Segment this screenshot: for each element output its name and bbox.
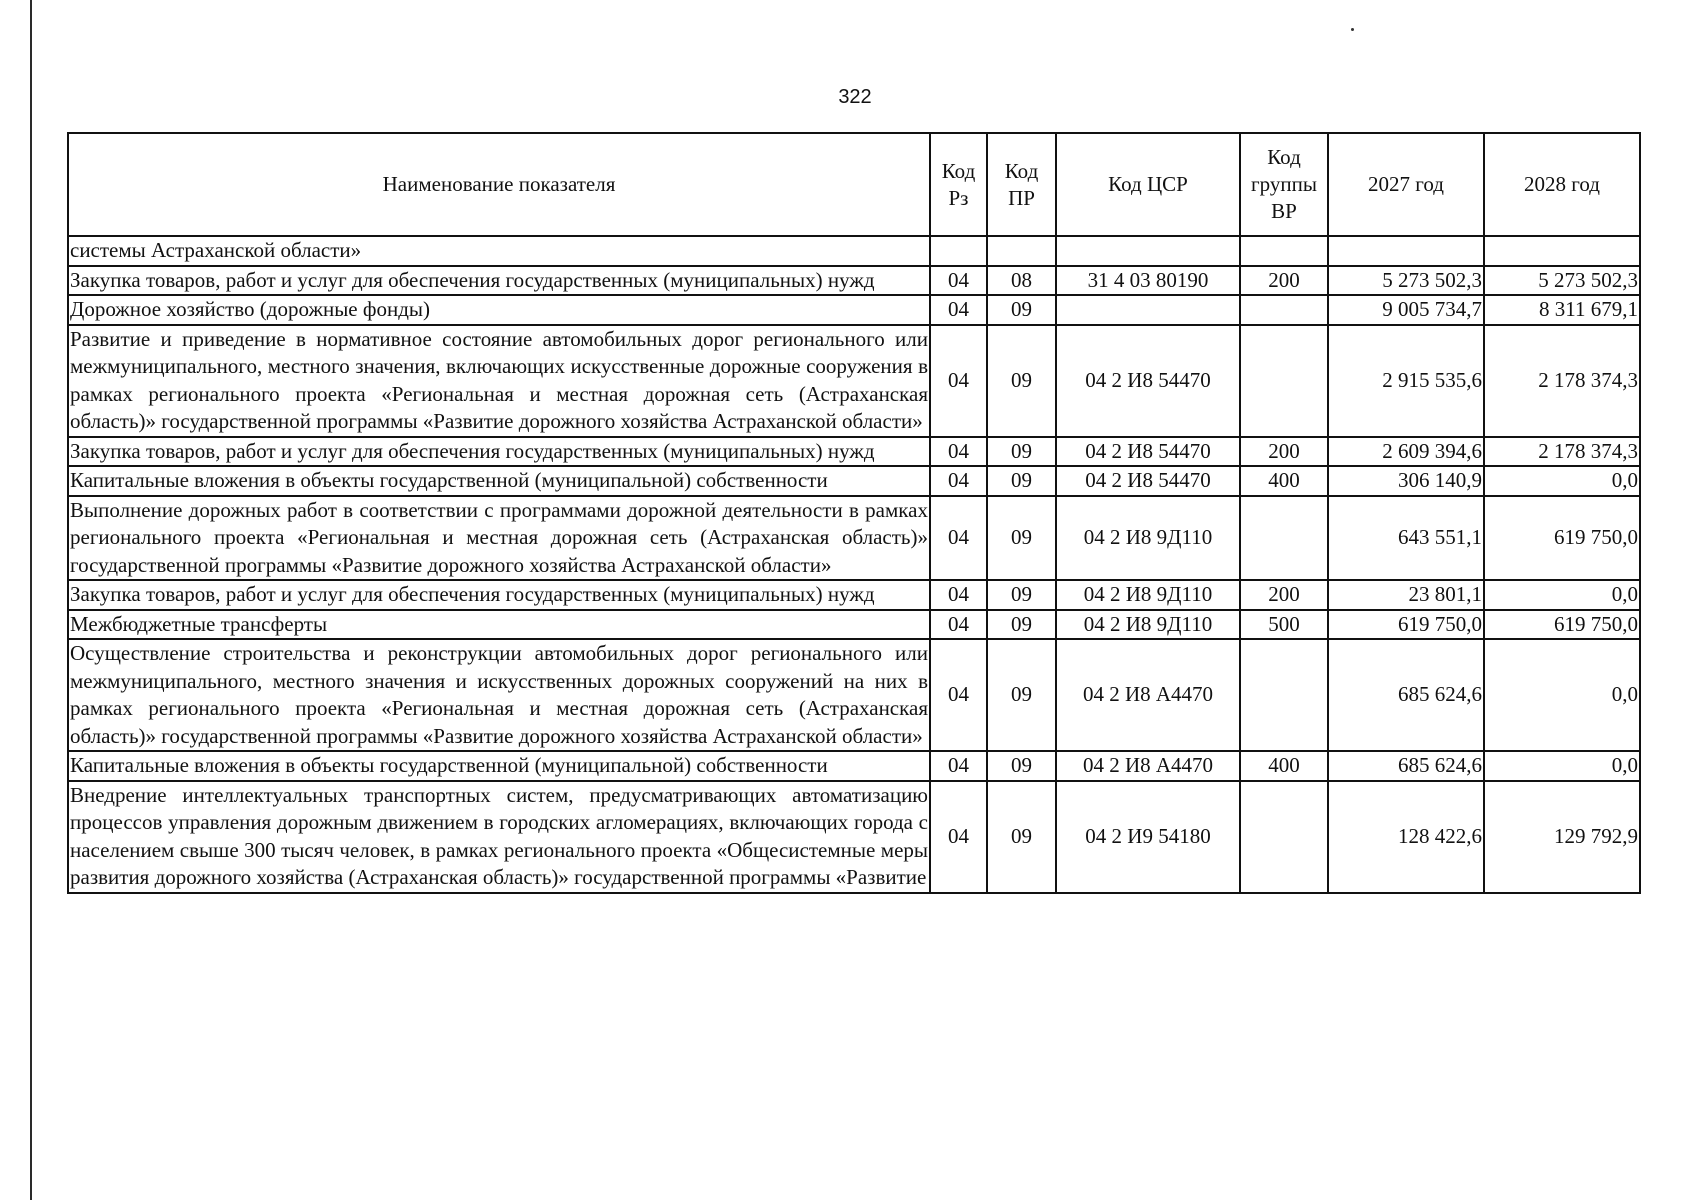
- cell-name: Осуществление строительства и реконструкции автомобильных дорог регионального или межмуниципального, местного значения и искусственных дорожных сооружений на них в рамках регионального проекта «Региональная и местная дорожная сеть (Астраханская область)» государственной программы «Развитие дорожного хозяйства Астраханской области»: [68, 639, 930, 751]
- cell-pr: 09: [987, 751, 1056, 781]
- cell-pr: 09: [987, 466, 1056, 496]
- table-body: [68, 236, 1640, 893]
- cell-name: Закупка товаров, работ и услуг для обеспечения государственных (муниципальных) нужд: [68, 437, 930, 467]
- cell-csr: 04 2 И8 54470: [1056, 437, 1240, 467]
- cell-vr: [1240, 295, 1328, 325]
- cell-2027: 643 551,1: [1328, 496, 1484, 581]
- cell-2028: 8 311 679,1: [1484, 295, 1640, 325]
- cell-2028: 0,0: [1484, 466, 1640, 496]
- cell-name: Выполнение дорожных работ в соответствии с программами дорожной деятельности в рамках регионального проекта «Региональная и местная дорожная сеть (Астраханская область)» государственной программы «Развитие дорожного хозяйства Астраханской области»: [68, 496, 930, 581]
- cell-pr: 09: [987, 295, 1056, 325]
- cell-2028: 619 750,0: [1484, 610, 1640, 640]
- cell-csr: 04 2 И8 А4470: [1056, 639, 1240, 751]
- cell-rz: 04: [930, 496, 987, 581]
- cell-rz: [930, 236, 987, 266]
- cell-rz: 04: [930, 781, 987, 893]
- table-row: [68, 781, 1640, 893]
- cell-2027: 619 750,0: [1328, 610, 1484, 640]
- cell-2027: 306 140,9: [1328, 466, 1484, 496]
- page-number: 322: [838, 86, 872, 108]
- cell-name: Закупка товаров, работ и услуг для обеспечения государственных (муниципальных) нужд: [68, 266, 930, 296]
- table-row: [68, 639, 1640, 751]
- cell-csr: 04 2 И9 54180: [1056, 781, 1240, 893]
- cell-2028: [1484, 236, 1640, 266]
- cell-2028: 2 178 374,3: [1484, 437, 1640, 467]
- cell-csr: 04 2 И8 А4470: [1056, 751, 1240, 781]
- table-row: [68, 266, 1640, 296]
- header-pr: Код ПР: [987, 133, 1056, 236]
- cell-2028: 129 792,9: [1484, 781, 1640, 893]
- cell-csr: 04 2 И8 9Д110: [1056, 610, 1240, 640]
- cell-vr: [1240, 639, 1328, 751]
- cell-2028: 619 750,0: [1484, 496, 1640, 581]
- cell-name: Межбюджетные трансферты: [68, 610, 930, 640]
- scan-speck: [1351, 28, 1354, 31]
- cell-vr: 400: [1240, 466, 1328, 496]
- cell-name: Капитальные вложения в объекты государственной (муниципальной) собственности: [68, 751, 930, 781]
- cell-pr: 09: [987, 437, 1056, 467]
- budget-table: [67, 132, 1641, 894]
- cell-2028: 0,0: [1484, 751, 1640, 781]
- cell-rz: 04: [930, 580, 987, 610]
- cell-rz: 04: [930, 266, 987, 296]
- cell-vr: 400: [1240, 751, 1328, 781]
- cell-name: Развитие и приведение в нормативное состояние автомобильных дорог регионального или межмуниципального, местного значения, включающих искусственные дорожные сооружения в рамках регионального проекта «Региональная и местная дорожная сеть (Астраханская область)» государственной программы «Развитие дорожного хозяйства Астраханской области»: [68, 325, 930, 437]
- cell-vr: [1240, 496, 1328, 581]
- header-2027: 2027 год: [1328, 133, 1484, 236]
- cell-rz: 04: [930, 295, 987, 325]
- table-row: [68, 295, 1640, 325]
- header-vr: Код группы ВР: [1240, 133, 1328, 236]
- cell-pr: 09: [987, 580, 1056, 610]
- cell-2027: 2 915 535,6: [1328, 325, 1484, 437]
- table-row: [68, 580, 1640, 610]
- cell-csr: 04 2 И8 9Д110: [1056, 496, 1240, 581]
- cell-pr: [987, 236, 1056, 266]
- cell-rz: 04: [930, 639, 987, 751]
- cell-csr: [1056, 236, 1240, 266]
- header-csr: Код ЦСР: [1056, 133, 1240, 236]
- table-header: [68, 133, 1640, 236]
- table-row: [68, 466, 1640, 496]
- cell-name: Капитальные вложения в объекты государственной (муниципальной) собственности: [68, 466, 930, 496]
- cell-rz: 04: [930, 325, 987, 437]
- cell-pr: 08: [987, 266, 1056, 296]
- cell-2027: 685 624,6: [1328, 639, 1484, 751]
- cell-vr: 200: [1240, 266, 1328, 296]
- cell-vr: [1240, 236, 1328, 266]
- cell-2027: [1328, 236, 1484, 266]
- cell-pr: 09: [987, 781, 1056, 893]
- cell-2028: 0,0: [1484, 639, 1640, 751]
- table-row: [68, 437, 1640, 467]
- cell-name: системы Астраханской области»: [68, 236, 930, 266]
- cell-2028: 2 178 374,3: [1484, 325, 1640, 437]
- header-rz: Код Рз: [930, 133, 987, 236]
- table-row: [68, 236, 1640, 266]
- table-row: [68, 325, 1640, 437]
- table-row: [68, 751, 1640, 781]
- cell-pr: 09: [987, 325, 1056, 437]
- cell-2027: 5 273 502,3: [1328, 266, 1484, 296]
- cell-2028: 0,0: [1484, 580, 1640, 610]
- cell-csr: 04 2 И8 54470: [1056, 466, 1240, 496]
- cell-csr: 04 2 И8 54470: [1056, 325, 1240, 437]
- table-row: [68, 610, 1640, 640]
- cell-vr: 200: [1240, 437, 1328, 467]
- cell-vr: [1240, 325, 1328, 437]
- cell-name: Дорожное хозяйство (дорожные фонды): [68, 295, 930, 325]
- cell-vr: 500: [1240, 610, 1328, 640]
- cell-rz: 04: [930, 751, 987, 781]
- cell-rz: 04: [930, 437, 987, 467]
- cell-2028: 5 273 502,3: [1484, 266, 1640, 296]
- cell-2027: 2 609 394,6: [1328, 437, 1484, 467]
- cell-2027: 128 422,6: [1328, 781, 1484, 893]
- cell-name: Внедрение интеллектуальных транспортных систем, предусматривающих автоматизацию процессов управления дорожным движением в городских агломерациях, включающих города с населением свыше 300 тысяч человек, в рамках регионального проекта «Общесистемные меры развития дорожного хозяйства (Астраханская область)» государственной программы «Развитие: [68, 781, 930, 893]
- cell-pr: 09: [987, 639, 1056, 751]
- cell-vr: [1240, 781, 1328, 893]
- header-2028: 2028 год: [1484, 133, 1640, 236]
- cell-csr: 31 4 03 80190: [1056, 266, 1240, 296]
- cell-name: Закупка товаров, работ и услуг для обеспечения государственных (муниципальных) нужд: [68, 580, 930, 610]
- table-row: [68, 496, 1640, 581]
- cell-pr: 09: [987, 610, 1056, 640]
- cell-rz: 04: [930, 466, 987, 496]
- cell-2027: 9 005 734,7: [1328, 295, 1484, 325]
- cell-2027: 685 624,6: [1328, 751, 1484, 781]
- cell-pr: 09: [987, 496, 1056, 581]
- cell-vr: 200: [1240, 580, 1328, 610]
- header-name: Наименование показателя: [68, 133, 930, 236]
- table-header-row: [68, 133, 1640, 236]
- cell-rz: 04: [930, 610, 987, 640]
- cell-csr: [1056, 295, 1240, 325]
- scan-left-edge: [30, 0, 32, 1200]
- cell-csr: 04 2 И8 9Д110: [1056, 580, 1240, 610]
- cell-2027: 23 801,1: [1328, 580, 1484, 610]
